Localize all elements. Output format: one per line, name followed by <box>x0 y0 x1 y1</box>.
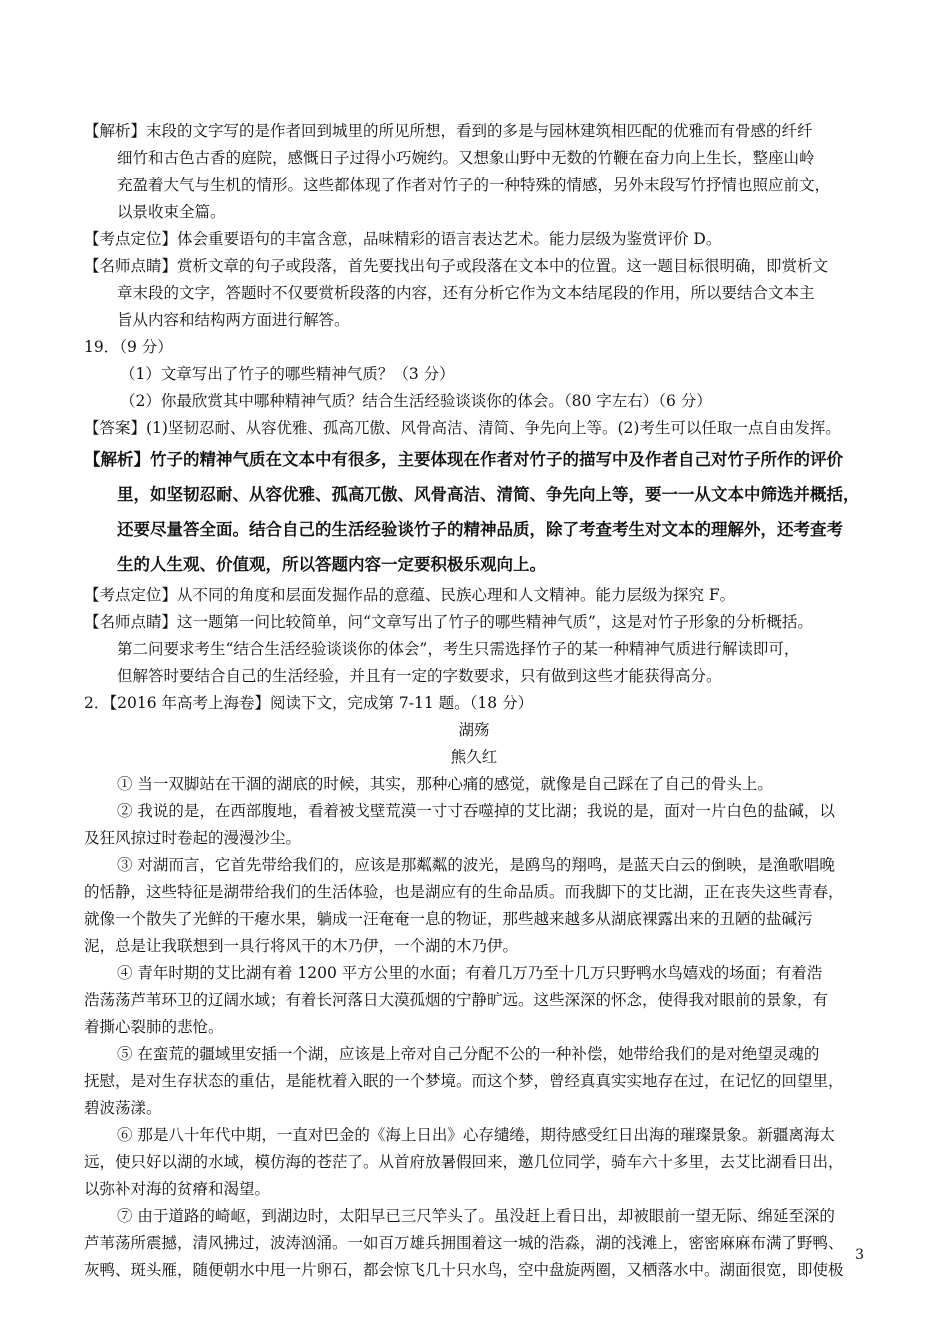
text-line: 熊久红 <box>450 748 498 766</box>
text-line: ⑤ 在蛮荒的疆域里安插一个湖，应该是上帝对自己分配不公的一种补偿，她带给我们的是对绝望灵魂的 <box>117 1045 820 1063</box>
text-line: ⑦ 由于道路的崎岖，到湖边时，太阳早已三尺竿头了。虽没赶上看日出，却被眼前一望无际、绵延至深的 <box>117 1207 835 1225</box>
text-line: 湖殇 <box>458 721 490 739</box>
text-line: （2）你最欣赏其中哪种精神气质？结合生活经验谈谈你的体会。（80 字左右）（6 分） <box>120 392 712 410</box>
text-line: ③ 对湖而言，它首先带给我们的，应该是那粼粼的波光，是鸥鸟的翔鸣，是蓝天白云的倒映，是渔歌唱晚 <box>117 856 835 874</box>
text-line: （1）文章写出了竹子的哪些精神气质？（3 分） <box>120 365 455 383</box>
text-line: 【解析】末段的文字写的是作者回到城里的所见所想，看到的多是与园林建筑相匹配的优雅而有骨感的纤纤 <box>84 122 813 140</box>
text-line: 细竹和古色古香的庭院，感慨日子过得小巧婉约。又想象山野中无数的竹鞭在奋力向上生长，整座山岭 <box>117 149 815 167</box>
text-line: 19．（9 分） <box>84 338 173 356</box>
text-line: 以景收束全篇。 <box>117 203 226 221</box>
text-line: 【解析】竹子的精神气质在文本中有很多，主要体现在作者对竹子的描写中及作者自己对竹子所作的评价 <box>84 450 843 469</box>
text-line: 碧波荡漾。 <box>84 1099 162 1117</box>
text-line: ④ 青年时期的艾比湖有着 1200 平方公里的水面；有着几万乃至十几万只野鸭水鸟嬉戏的场面；有着浩 <box>117 964 823 982</box>
text-line: ⑥ 那是八十年代中期，一直对巴金的《海上日出》心存缱绻，期待感受红日出海的璀璨景象。新疆离海太 <box>117 1126 835 1144</box>
text-line: 2．【2016 年高考上海卷】阅读下文，完成第 7-11 题。（18 分） <box>84 694 534 712</box>
text-line: 着撕心裂肺的悲怆。 <box>84 1018 224 1036</box>
text-line: 灰鸭、斑头雁，随便朝水中甩一片卵石，都会惊飞几十只水鸟，空中盘旋两圈，又栖落水中。湖面很宽，即使极 <box>84 1261 844 1279</box>
page-number: 3 <box>855 1247 864 1263</box>
text-line: 【名师点睛】赏析文章的句子或段落，首先要找出句子或段落在文本中的位置。这一题目标很明确，即赏析文 <box>84 257 829 275</box>
text-line: 【答案】(1)坚韧忍耐、从容优雅、孤高兀傲、风骨高洁、清简、争先向上等。(2)考生可以任取一点自由发挥。 <box>84 419 841 437</box>
text-line: 的恬静，这些特征是湖带给我们的生活体验，也是湖应有的生命品质。而我脚下的艾比湖，正在丧失这些青春， <box>84 883 844 901</box>
text-line: 远，使只好以湖的水域，模仿海的苍茫了。从首府放暑假回来，邀几位同学，骑车六十多里，去艾比湖看日出， <box>84 1153 844 1171</box>
text-line: 【考点定位】从不同的角度和层面发掘作品的意蕴、民族心理和人文精神。能力层级为探究 F。 <box>84 586 736 604</box>
text-line: 但解答时要结合自己的生活经验，并且有一定的字数要求，只有做到这些才能获得高分。 <box>117 667 722 685</box>
text-line: 泥，总是让我联想到一具行将风干的木乃伊，一个湖的木乃伊。 <box>84 937 519 955</box>
text-line: ① 当一双脚站在干涸的湖底的时候，其实，那种心痛的感觉，就像是自己踩在了自己的骨头上。 <box>117 775 773 793</box>
text-line: 就像一个散失了光鲜的干瘪水果，躺成一汪奄奄一息的物证，那些越来越多从湖底裸露出来的丑陋的盐碱污 <box>84 910 813 928</box>
text-line: 及狂风掠过时卷起的漫漫沙尘。 <box>84 829 302 847</box>
text-line: 【名师点睛】这一题第一问比较简单，问“文章写出了竹子的哪些精神气质”，这是对竹子形象的分析概括。 <box>84 613 813 631</box>
text-line: 浩荡荡芦苇环卫的辽阔水域；有着长河落日大漠孤烟的宁静旷远。这些深深的怀念，使得我对眼前的景象，有 <box>84 991 829 1009</box>
text-line: 章末段的文字，答题时不仅要赏析段落的内容，还有分析它作为文本结尾段的作用，所以要结合文本主 <box>117 284 815 302</box>
text-line: 抚慰，是对生存状态的重估，是能枕着入眠的一个梦境。而这个梦，曾经真真实实地存在过，在记忆的回望里， <box>84 1072 844 1090</box>
text-line: 以弥补对海的贫瘠和渴望。 <box>84 1180 271 1198</box>
text-line: 第二问要求考生“结合生活经验谈谈你的体会”，考生只需选择竹子的某一种精神气质进行解读即可， <box>117 640 800 658</box>
text-line: 【考点定位】体会重要语句的丰富含意，品味精彩的语言表达艺术。能力层级为鉴赏评价 D。 <box>84 230 722 248</box>
text-line: 还要尽量答全面。结合自己的生活经验谈竹子的精神品质，除了考查考生对文本的理解外，还考查考 <box>117 520 843 539</box>
text-line: 里，如坚韧忍耐、从容优雅、孤高兀傲、风骨高洁、清简、争先向上等，要一一从文本中筛选并概括， <box>117 485 860 504</box>
text-line: 充盈着大气与生机的情形。这些都体现了作者对竹子的一种特殊的情感，另外末段写竹抒情也照应前文， <box>117 176 831 194</box>
text-line: ② 我说的是，在西部腹地，看着被戈壁荒漠一寸寸吞噬掉的艾比湖；我说的是，面对一片白色的盐碱，以 <box>117 802 835 820</box>
document-body <box>84 118 864 1284</box>
text-line: 芦苇荡所震撼，清风拂过，波涛汹涌。一如百万雄兵拥围着这一城的浩淼，湖的浅滩上，密密麻麻布满了野鸭、 <box>84 1234 844 1252</box>
text-line: 生的人生观、价值观，所以答题内容一定要积极乐观向上。 <box>117 555 546 574</box>
text-line: 旨从内容和结构两方面进行解答。 <box>117 311 350 329</box>
